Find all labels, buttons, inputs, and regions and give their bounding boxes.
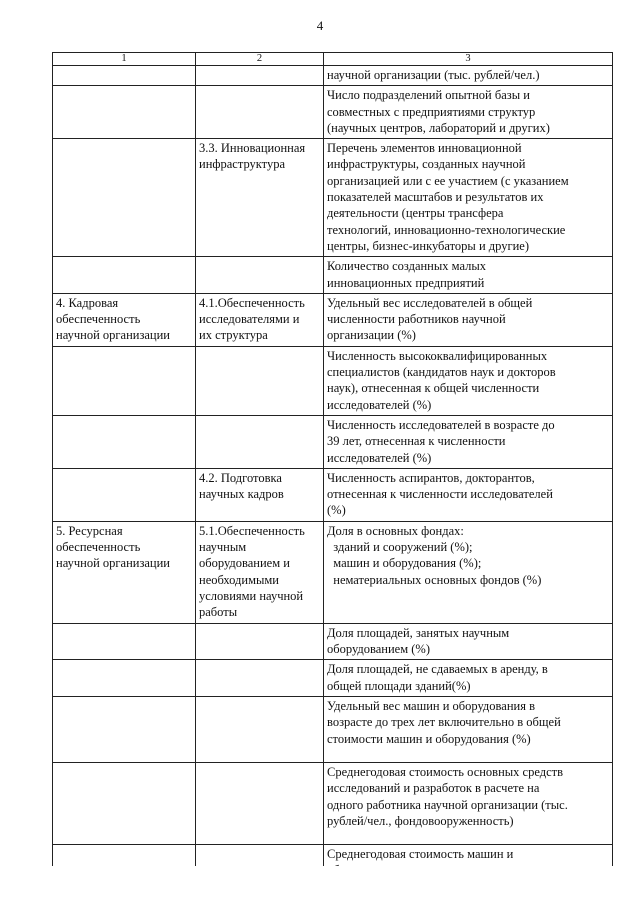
- indicator-cell-line: технологий, инновационно-технологические: [327, 222, 566, 237]
- indicator-cell: [324, 660, 613, 697]
- indicator-cell-line: 39 лет, отнесенная к численности: [327, 434, 506, 449]
- group-cell: [53, 696, 196, 762]
- table-row: [53, 139, 613, 257]
- indicator-cell-line: инновационных предприятий: [327, 275, 485, 290]
- subgroup-cell: [196, 86, 324, 139]
- table-row: [53, 293, 613, 346]
- table-row: [53, 762, 613, 844]
- subgroup-cell: [196, 696, 324, 762]
- indicator-cell-line: Численность аспирантов, докторантов,: [327, 470, 535, 485]
- indicator-cell-line: деятельности (центры трансфера: [327, 206, 504, 221]
- subgroup-cell-line: научным: [199, 540, 247, 555]
- subgroup-cell-line: оборудованием и: [199, 556, 290, 571]
- indicator-cell: [324, 415, 613, 468]
- indicator-cell: [324, 696, 613, 762]
- subgroup-cell: [196, 257, 324, 294]
- indicator-cell-line: возрасте до трех лет включительно в общей: [327, 715, 561, 730]
- indicator-cell-line: стоимости машин и оборудования (%): [327, 731, 531, 746]
- group-cell-line: научной организации: [56, 556, 171, 571]
- column-header: 1: [53, 53, 196, 66]
- subgroup-cell: [196, 66, 324, 86]
- table-row: [53, 66, 613, 86]
- indicator-cell-line: исследователей (%): [327, 397, 432, 412]
- indicator-cell-line: научной организации (тыс. рублей/чел.): [327, 68, 540, 82]
- column-header: 3: [324, 53, 613, 66]
- subgroup-cell: [196, 762, 324, 844]
- group-cell: [53, 521, 196, 623]
- indicator-cell: [324, 86, 613, 139]
- table-row: [53, 86, 613, 139]
- indicator-cell-line: Число подразделений опытной базы и: [327, 88, 530, 103]
- subgroup-cell-line: исследователями и: [199, 312, 300, 327]
- subgroup-cell-line: инфраструктура: [199, 157, 286, 172]
- indicator-cell-line: нематериальных основных фондов (%): [327, 572, 542, 587]
- indicator-cell-line: центры, бизнес-инкубаторы и другие): [327, 238, 529, 253]
- group-cell: [53, 139, 196, 257]
- indicator-cell-line: организации (%): [327, 328, 416, 343]
- subgroup-cell-line: 4.2. Подготовка: [199, 470, 282, 485]
- indicator-cell-line: инфраструктуры, созданных научной: [327, 157, 526, 172]
- table-row: [53, 521, 613, 623]
- column-header: 2: [196, 53, 324, 66]
- indicator-cell: [324, 293, 613, 346]
- indicator-cell: [324, 623, 613, 660]
- indicator-cell-line: показателей масштабов и результатов их: [327, 190, 544, 205]
- table-row: [53, 660, 613, 697]
- indicator-cell-line: Численность исследователей в возрасте до: [327, 417, 555, 432]
- indicator-cell-line: Среднегодовая стоимость основных средств: [327, 764, 564, 779]
- group-cell-line: научной организации: [56, 328, 171, 343]
- table-row: [53, 623, 613, 660]
- group-cell: [53, 660, 196, 697]
- indicator-cell-line: исследователей (%): [327, 450, 432, 465]
- subgroup-cell: [196, 139, 324, 257]
- indicator-cell-line: (%): [327, 503, 346, 518]
- indicator-cell-line: отнесенная к численности исследователей: [327, 487, 553, 502]
- indicator-cell: [324, 521, 613, 623]
- group-cell: [53, 66, 196, 86]
- indicator-cell: [324, 762, 613, 844]
- indicator-cell: [324, 468, 613, 521]
- table-header-row: [53, 53, 613, 66]
- subgroup-cell: [196, 623, 324, 660]
- table-row: [53, 415, 613, 468]
- subgroup-cell: [196, 660, 324, 697]
- indicator-cell-line: оборудованием (%): [327, 642, 431, 657]
- indicator-cell-line: рублей/чел., фондовооруженность): [327, 813, 514, 828]
- group-cell: [53, 86, 196, 139]
- group-cell: [53, 623, 196, 660]
- indicator-cell-line: Доля площадей, не сдаваемых в аренду, в: [327, 662, 548, 677]
- subgroup-cell-line: научных кадров: [199, 487, 284, 502]
- indicator-cell: [324, 139, 613, 257]
- indicator-cell-line: одного работника научной организации (тыс.: [327, 797, 568, 812]
- subgroup-cell: [196, 468, 324, 521]
- indicator-cell-line: Количество созданных малых: [327, 259, 487, 274]
- subgroup-cell-line: их структура: [199, 328, 268, 343]
- subgroup-cell: [196, 521, 324, 623]
- indicator-cell-line: Численность высококвалифицированных: [327, 348, 548, 363]
- group-cell: [53, 293, 196, 346]
- group-cell-line: обеспеченность: [56, 312, 141, 327]
- indicator-cell-line: машин и оборудования (%);: [327, 556, 482, 571]
- indicator-cell-line: зданий и сооружений (%);: [327, 540, 473, 555]
- table-row: [53, 346, 613, 415]
- group-cell: [53, 468, 196, 521]
- indicator-cell-line: (научных центров, лабораторий и других): [327, 120, 550, 135]
- group-cell: [53, 346, 196, 415]
- indicator-cell-line: совместных с предприятиями структур: [327, 104, 536, 119]
- subgroup-cell-line: условиями научной: [199, 588, 304, 603]
- table-row: [53, 468, 613, 521]
- indicator-cell: [324, 346, 613, 415]
- indicator-cell-line: исследований и разработок в расчете на: [327, 781, 540, 796]
- indicator-cell-line: Доля в основных фондах:: [327, 523, 464, 538]
- indicator-cell-line: Среднегодовая стоимость машин и: [327, 846, 514, 861]
- group-cell-line: 5. Ресурсная: [56, 523, 123, 538]
- indicator-cell: [324, 66, 613, 86]
- indicator-cell-line: Удельный вес исследователей в общей: [327, 295, 533, 310]
- indicator-cell: [324, 257, 613, 294]
- subgroup-cell-line: работы: [199, 605, 238, 620]
- subgroup-cell-line: необходимыми: [199, 572, 279, 587]
- group-cell: [53, 257, 196, 294]
- page-number: 4: [316, 18, 324, 33]
- group-cell-line: обеспеченность: [56, 540, 141, 555]
- group-cell-line: 4. Кадровая: [56, 295, 119, 310]
- indicators-table: [52, 52, 613, 905]
- indicator-cell-line: Удельный вес машин и оборудования в: [327, 698, 535, 713]
- subgroup-cell: [196, 415, 324, 468]
- subgroup-cell-line: 4.1.Обеспеченность: [199, 295, 305, 310]
- indicator-cell-line: численности работников научной: [327, 312, 506, 327]
- table-row: [53, 257, 613, 294]
- subgroup-cell: [196, 346, 324, 415]
- group-cell: [53, 415, 196, 468]
- indicator-cell-line: Перечень элементов инновационной: [327, 141, 522, 156]
- indicator-cell-line: наук), отнесенная к общей численности: [327, 381, 540, 396]
- indicator-cell-line: Доля площадей, занятых научным: [327, 625, 510, 640]
- table-row: [53, 696, 613, 762]
- subgroup-cell-line: 3.3. Инновационная: [199, 141, 306, 156]
- subgroup-cell-line: 5.1.Обеспеченность: [199, 523, 305, 538]
- subgroup-cell: [196, 293, 324, 346]
- indicator-cell-line: общей площади зданий(%): [327, 678, 471, 693]
- group-cell: [53, 762, 196, 844]
- indicator-cell-line: организацией или с ее участием (с указанием: [327, 173, 569, 188]
- page-bottom-margin: [0, 866, 640, 905]
- indicator-cell-line: специалистов (кандидатов наук и докторов: [327, 365, 556, 380]
